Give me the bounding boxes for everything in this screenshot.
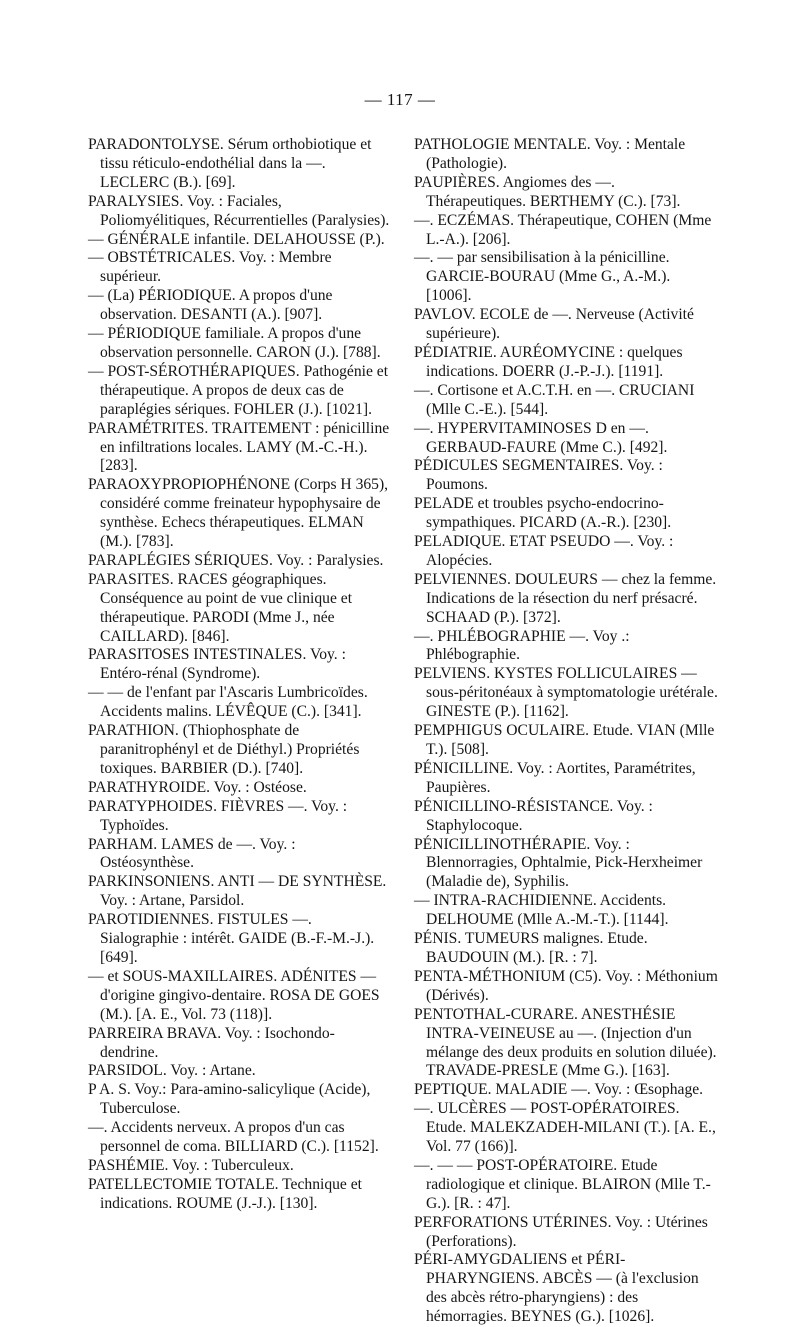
index-entry: P A. S. Voy.: Para-amino-salicylique (Acide), Tuberculose.: [88, 1081, 371, 1118]
index-entry: PARALYSIES. Voy. : Faciales, Poliomyélitiques, Récurrentielles (Paralysies).: [88, 192, 390, 229]
index-entry: —. HYPERVITAMINOSES D en —. GERBAUD-FAURE (Mme C.). [492].: [414, 419, 668, 456]
index-entry: — POST-SÉROTHÉRAPIQUES. Pathogénie et thérapeutique. A propos de deux cas de paraplégies sériques. FOHLER (J.). [1021].: [88, 362, 389, 418]
index-entry: PERFORATIONS UTÉRINES. Voy. : Utérines (Perforations).: [414, 1213, 708, 1250]
index-entry: PÉDIATRIE. AURÉOMYCINE : quelques indications. DOERR (J.-P.-J.). [1191].: [414, 343, 683, 380]
index-entry: PARASITES. RACES géographiques. Conséquence au point de vue clinique et thérapeutique. PARODI (Mme J., née CAILLARD). [846].: [88, 570, 353, 645]
index-entry: —. — par sensibilisation à la pénicilline. GARCIE-BOURAU (Mme G., A.-M.). [1006].: [414, 249, 671, 305]
index-entry: — GÉNÉRALE infantile. DELAHOUSSE (P.).: [88, 230, 385, 248]
page-number: — 117 —: [364, 90, 436, 109]
index-entry: PÉDICULES SEGMENTAIRES. Voy. : Poumons.: [414, 457, 663, 494]
index-entry: — (La) PÉRIODIQUE. A propos d'une observation. DESANTI (A.). [907].: [88, 287, 333, 324]
index-entry: —. ECZÉMAS. Thérapeutique, COHEN (Mme L.-A.). [206].: [414, 211, 712, 248]
index-entry: PAUPIÈRES. Angiomes des —. Thérapeutiques. BERTHEMY (C.). [73].: [414, 173, 681, 210]
index-entry: PELVIENNES. DOULEURS — chez la femme. Indications de la résection du nerf présacré. SCHAAD (P.). [372].: [414, 570, 717, 626]
index-entry: PELVIENS. KYSTES FOLLICULAIRES — sous-péritonéaux à symptomatologie urétérale. GINESTE (P.). [1162].: [414, 665, 718, 721]
index-entry: PENTA-MÉTHONIUM (C5). Voy. : Méthonium (Dérivés).: [414, 967, 718, 1004]
index-entry: PEPTIQUE. MALADIE —. Voy. : Œsophage.: [414, 1081, 704, 1099]
index-entry: PARAOXYPROPIOPHÉNONE (Corps H 365), considéré comme freinateur hypophysaire de synthèse. Echecs thérapeutiques. ELMAN (M.). [783].: [88, 476, 389, 551]
index-entry: PAROTIDIENNES. FISTULES —. Sialographie : intérêt. GAIDE (B.-F.-M.-J.). [649].: [88, 911, 375, 966]
index-entry: PÉNICILLINOTHÉRAPIE. Voy. : Blennorragies, Ophtalmie, Pick-Herxheimer (Maladie de), Syphilis.: [414, 835, 703, 891]
index-entry: —. Cortisone et A.C.T.H. en —. CRUCIANI (Mlle C.-E.). [544].: [414, 381, 695, 418]
index-entry: — INTRA-RACHIDIENNE. Accidents. DELHOUME (Mlle A.-M.-T.). [1144].: [414, 892, 669, 929]
index-entry: PARATYPHOIDES. FIÈVRES —. Voy. : Typhoïdes.: [88, 797, 348, 834]
index-entry: — et SOUS-MAXILLAIRES. ADÉNITES — d'origine gingivo-dentaire. ROSA DE GOES (M.). [A. E., Vol. 73 (118)].: [88, 967, 380, 1023]
index-entry: PELADIQUE. ETAT PSEUDO —. Voy. : Alopécies.: [414, 533, 674, 569]
index-entry: PARASITOSES INTESTINALES. Voy. : Entéro-rénal (Syndrome).: [88, 646, 346, 683]
index-entry: PARATHYROIDE. Voy. : Ostéose.: [88, 778, 307, 796]
left-column: [88, 136, 393, 1214]
index-entry: PARAMÉTRITES. TRAITEMENT : pénicilline en infiltrations locales. LAMY (M.-C.-H.). [283].: [88, 419, 390, 475]
index-entry: PARKINSONIENS. ANTI — DE SYNTHÈSE. Voy. : Artane, Parsidol.: [88, 873, 387, 910]
index-entry: — PÉRIODIQUE familiale. A propos d'une observation personnelle. CARON (J.). [788].: [88, 325, 381, 361]
index-entry: PARHAM. LAMES de —. Voy. : Ostéosynthèse.: [88, 835, 296, 872]
index-entry: PELADE et troubles psycho-endocrino-sympathiques. PICARD (A.-R.). [230].: [414, 495, 672, 532]
index-entry: PATHOLOGIE MENTALE. Voy. : Mentale (Pathologie).: [414, 136, 686, 172]
right-column: [414, 136, 718, 1327]
index-entry: PÉNIS. TUMEURS malignes. Etude. BAUDOUIN (M.). [R. : 7].: [414, 930, 648, 966]
index-entry: PARSIDOL. Voy. : Artane.: [88, 1062, 256, 1080]
index-entry: —. — — POST-OPÉRATOIRE. Etude radiologique et clinique. BLAIRON (Mlle T.-G.). [R. : 47].: [414, 1156, 711, 1212]
index-entry: —. ULCÈRES — POST-OPÉRATOIRES. Etude. MALEKZADEH-MILANI (T.). [A. E., Vol. 77 (166)].: [414, 1100, 716, 1156]
index-entry: PAVLOV. ECOLE de —. Nerveuse (Activité supérieure).: [414, 306, 694, 343]
index-entry: PARAPLÉGIES SÉRIQUES. Voy. : Paralysies.: [88, 551, 384, 569]
index-entry: — OBSTÉTRICALES. Voy. : Membre supérieur.: [88, 249, 332, 286]
index-entry: PÉNICILLINO-RÉSISTANCE. Voy. : Staphylocoque.: [414, 797, 653, 834]
index-entry: PARREIRA BRAVA. Voy. : Isochondo-dendrine.: [88, 1024, 335, 1061]
index-entry: —. Accidents nerveux. A propos d'un cas personnel de coma. BILLIARD (C.). [1152].: [88, 1119, 379, 1156]
index-entry: PÉNICILLINE. Voy. : Aortites, Paramétrites, Paupières.: [414, 759, 696, 796]
index-entry: —. PHLÉBOGRAPHIE —. Voy .: Phlébographie.: [414, 627, 630, 664]
index-entry: PEMPHIGUS OCULAIRE. Etude. VIAN (Mlle T.). [508].: [414, 722, 715, 758]
index-entry: PENTOTHAL-CURARE. ANESTHÉSIE INTRA-VEINEUSE au —. (Injection d'un mélange des deux produits en solution diluée). TRAVADE-PRESLE (Mme G.). [163].: [414, 1005, 717, 1080]
index-entry: PATELLECTOMIE TOTALE. Technique et indications. ROUME (J.-J.). [130].: [88, 1175, 362, 1212]
index-entry: PARATHION. (Thiophosphate de paranitrophényl et de Diéthyl.) Propriétés toxiques. BARBIER (D.). [740].: [88, 722, 360, 777]
index-entry: PARADONTOLYSE. Sérum orthobiotique et tissu réticulo-endothélial dans la —. LECLERC (B.). [69].: [88, 136, 372, 191]
index-entry: PASHÉMIE. Voy. : Tuberculeux.: [88, 1156, 294, 1174]
index-entry: PÉRI-AMYGDALIENS et PÉRI-PHARYNGIENS. ABCÈS — (à l'exclusion des abcès rétro-pharyngiens) : des hémorragies. BEYNES (G.). [1026].: [414, 1251, 699, 1326]
index-entry: — — de l'enfant par l'Ascaris Lumbricoïdes. Accidents malins. LÉVÊQUE (C.). [341].: [88, 684, 368, 721]
